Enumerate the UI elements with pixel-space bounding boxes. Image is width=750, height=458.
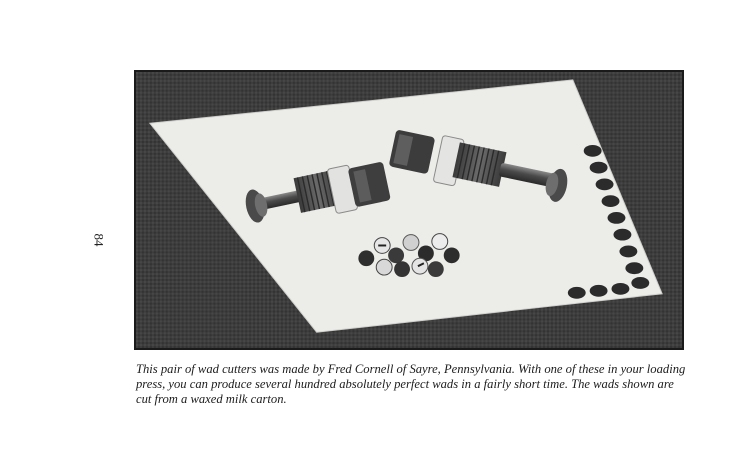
page-number: 84 xyxy=(91,233,107,247)
wad-cutters-photo xyxy=(136,72,682,348)
figure-caption: This pair of wad cutters was made by Fred Cornell of Sayre, Pennsylvania. With one of these in your loading press, you can produce several hundred absolutely perfect wads in a fairly short time. The wads shown are cut from a waxed milk carton. xyxy=(136,362,686,406)
photograph xyxy=(134,70,684,350)
